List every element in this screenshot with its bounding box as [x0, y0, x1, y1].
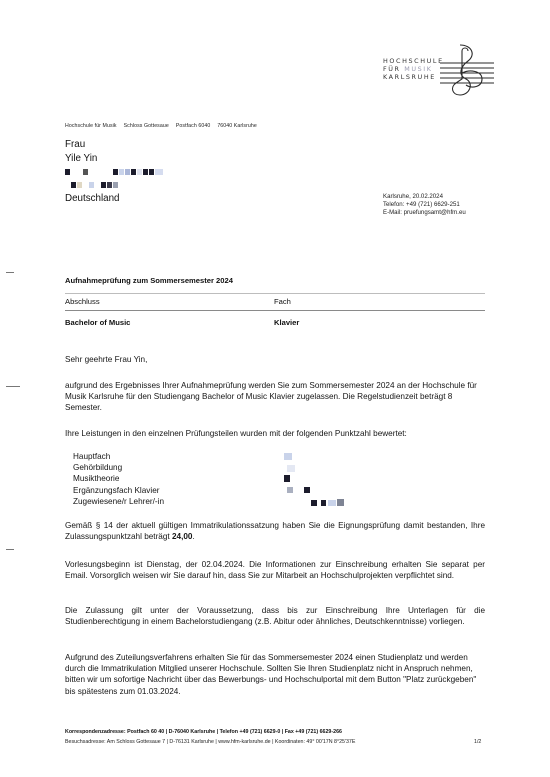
sender-postbox: Postfach 6040 [175, 123, 211, 129]
score-label-gehoerbildung: Gehörbildung [73, 463, 123, 473]
table-value-degree: Bachelor of Music [65, 318, 131, 327]
sender-line [65, 123, 264, 129]
recipient-street-redacted [65, 165, 164, 179]
page-number: 1/2 [474, 739, 482, 745]
sender-city: 76040 Karlsruhe [217, 123, 257, 129]
footer-visit-address: Besuchsadresse: Am Schloss Gottesaue 7 | D-76131 Karlsruhe | www.hfm-karlsruhe.de | Koordinaten: 49° 00'17N 8°25'37E [65, 739, 356, 745]
teacher-redacted-c [328, 500, 336, 506]
logo-wordmark [383, 58, 444, 81]
score-label-musiktheorie: Musiktheorie [73, 474, 120, 484]
recipient-country: Deutschland [65, 193, 120, 205]
teacher-redacted-d [337, 499, 344, 506]
scores-intro: Ihre Leistungen in den einzelnen Prüfungsteilen wurden mit der folgenden Punktzahl bewertet: [65, 429, 407, 438]
score-value-redacted-1 [284, 453, 292, 460]
recipient-salutation: Frau [65, 139, 86, 150]
conditions-paragraph: Die Zulassung gilt unter der Voraussetzung, dass bis zur Einschreibung Ihre Unterlagen für die Studienberechtigung in einem Bachelorstudiengang (z.B. Abitur oder ähnliches, Deutschkenntnisse) vorliegen. [65, 606, 485, 627]
recipient-address [65, 138, 164, 206]
logo-line-1: HOCHSCHULE [383, 57, 444, 65]
contact-email: E-Mail: pruefungsamt@hfm.eu [383, 209, 466, 217]
table-value-subject: Klavier [274, 318, 300, 327]
table-top-rule [65, 293, 485, 294]
contact-phone: Telefon: +49 (721) 6629-251 [383, 201, 460, 209]
fold-mark-top [6, 272, 14, 273]
contact-block [383, 193, 466, 218]
score-value-redacted-4a [287, 487, 293, 493]
teacher-redacted-b [321, 500, 326, 506]
logo-staff-icon [438, 43, 496, 99]
logo-line-2: FÜR MUSIK [383, 64, 433, 73]
lecture-start-paragraph: Vorlesungsbeginn ist Dienstag, der 02.04.2024. Die Informationen zur Einschreibung erhalten Sie separat per Email. Vorsorglich weisen wir Sie darauf hin, dass Sie zur Mitarbeit an Hochschulprojekten verpflichtet sind. [65, 560, 485, 581]
eligibility-paragraph: Gemäß § 14 der aktuell gültigen Immatrikulationssatzung haben Sie die Eignungsprüfung damit bestanden, Ihre Zulassungspunktzahl beträgt 24,00. [65, 521, 485, 542]
teacher-redacted-a [311, 500, 317, 506]
recipient-city-redacted [65, 179, 164, 193]
fold-mark-bottom [6, 549, 14, 550]
score-value-redacted-3 [284, 475, 290, 482]
footer-correspondence: Korrespondenzadresse: Postfach 60 40 | D-76040 Karlsruhe | Telefon +49 (721) 6629-0 | Fax +49 (721) 6629-266 [65, 729, 342, 735]
admission-paragraph: aufgrund des Ergebnisses Ihrer Aufnahmeprüfung werden Sie zum Sommersemester 2024 an der Hochschule für Musik Karlsruhe für den Studiengang Bachelor of Music Klavier zugelassen. Die Regelstudienzeit beträgt 8 Semester. [65, 381, 477, 413]
score-label-lehrer: Zugewiesene/r Lehrer/-in [73, 496, 165, 506]
allocation-paragraph: Aufgrund des Zuteilungsverfahrens erhalten Sie für das Sommersemester 2024 einen Studienplatz und werden durch die Immatrikulation Mitglied unserer Hochschule. Sollten Sie Ihren Studienplatz nicht in Anspruch nehmen, bitten wir um sofortige Nachricht über das Bewerbungs- und Hochschulportal mit dem Button "Platz zurückgeben" bis spätestens zum 01.03.2024. [65, 653, 477, 696]
score-value-redacted-4b [304, 487, 310, 493]
table-head-degree: Abschluss [65, 297, 100, 306]
scores-list [73, 451, 164, 507]
sender-location: Schloss Gottesaue [123, 123, 169, 129]
score-label-hauptfach: Hauptfach [73, 452, 111, 461]
letter-date: Karlsruhe, 20.02.2024 [383, 193, 443, 200]
score-value-redacted-2 [287, 465, 295, 472]
score-label-ergaenzungsfach: Ergänzungsfach Klavier [73, 485, 160, 495]
greeting: Sehr geehrte Frau Yin, [65, 355, 148, 364]
recipient-name: Yile Yin [65, 152, 98, 164]
sender-name: Hochschule für Musik [65, 123, 117, 129]
table-head-subject: Fach [274, 297, 291, 306]
punch-mark [6, 386, 20, 387]
admission-score: 24,00 [171, 532, 193, 542]
letter-subject: Aufnahmeprüfung zum Sommersemester 2024 [65, 276, 233, 285]
logo-line-3: KARLSRUHE [383, 72, 436, 81]
table-mid-rule [65, 310, 485, 311]
